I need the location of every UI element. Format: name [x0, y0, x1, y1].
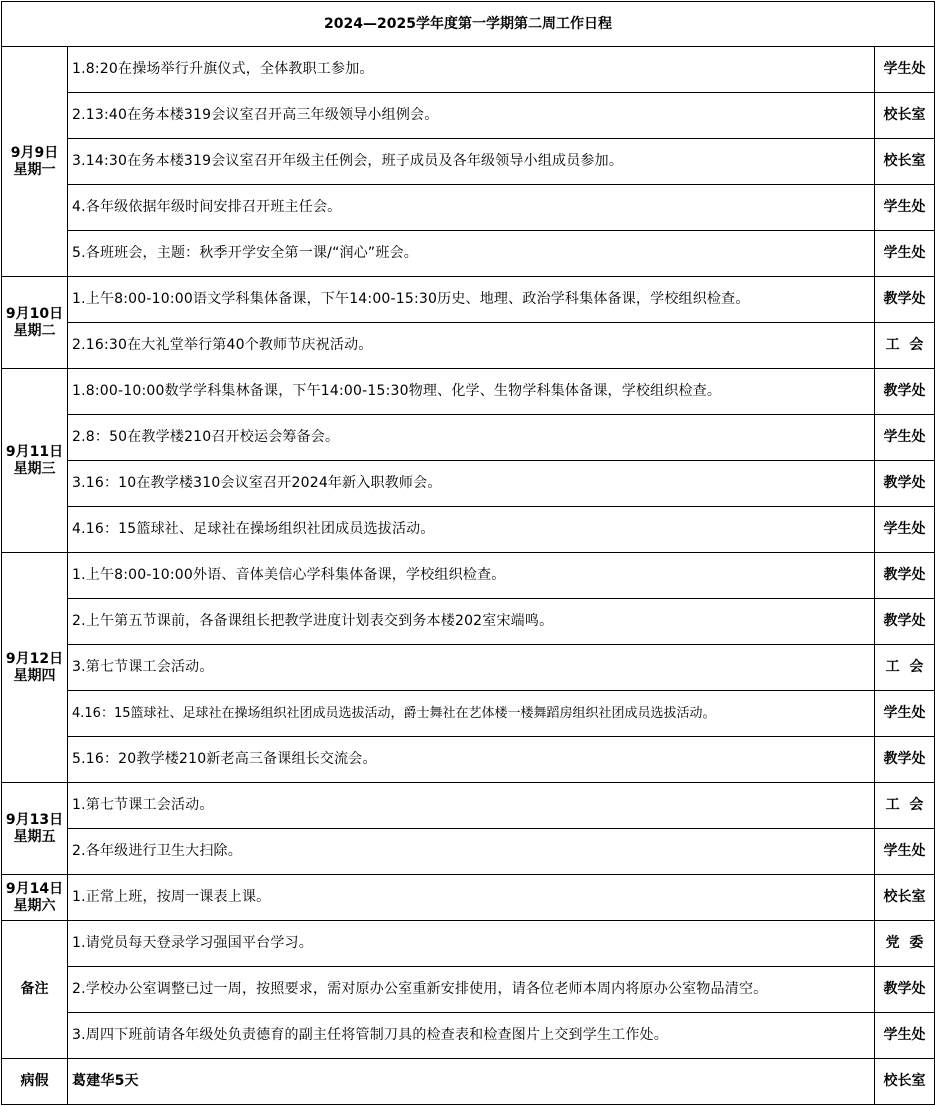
department-cell: 工 会	[875, 783, 935, 829]
table-row	[2, 691, 935, 737]
department-cell: 学生处	[875, 185, 935, 231]
schedule-title: 2024—2025学年度第一学期第二周工作日程	[2, 2, 935, 47]
day-date: 9月13日	[5, 811, 64, 828]
department-cell: 教学处	[875, 461, 935, 507]
table-row	[2, 231, 935, 277]
department-cell: 教学处	[875, 599, 935, 645]
day-cell-friday	[2, 783, 68, 875]
day-weekday: 星期三	[13, 460, 56, 477]
schedule-item: 1.8:00-10:00数学学科集林备课，下午14:00-15:30物理、化学、生物学科集体备课，学校组织检查。	[68, 369, 875, 415]
department-cell: 工 会	[875, 323, 935, 369]
table-row	[2, 415, 935, 461]
note-item: 2.学校办公室调整已过一周，按照要求，需对原办公室重新安排使用，请各位老师本周内将原办公室物品清空。	[68, 967, 875, 1013]
day-cell-saturday	[2, 875, 68, 921]
department-cell: 党 委	[875, 921, 935, 967]
table-row	[2, 323, 935, 369]
table-row	[2, 1013, 935, 1059]
table-row	[2, 553, 935, 599]
schedule-item: 2.上午第五节课前，各备课组长把教学进度计划表交到务本楼202室宋端鸣。	[68, 599, 875, 645]
schedule-item: 3.第七节课工会活动。	[68, 645, 875, 691]
table-row	[2, 875, 935, 921]
schedule-item: 1.上午8:00-10:00外语、音体美信心学科集体备课，学校组织检查。	[68, 553, 875, 599]
day-weekday: 星期二	[13, 322, 56, 339]
schedule-item: 3.16：10在教学楼310会议室召开2024年新入职教师会。	[68, 461, 875, 507]
table-row	[2, 737, 935, 783]
schedule-item: 1.上午8:00-10:00语文学科集体备课，下午14:00-15:30历史、地理、政治学科集体备课，学校组织检查。	[68, 277, 875, 323]
table-row	[2, 369, 935, 415]
department-cell: 教学处	[875, 369, 935, 415]
department-cell: 学生处	[875, 231, 935, 277]
table-row	[2, 921, 935, 967]
day-date: 9月10日	[5, 305, 64, 322]
notes-label: 备注	[2, 921, 68, 1059]
sick-leave-item: 葛建华5天	[68, 1059, 875, 1105]
department-cell: 校长室	[875, 139, 935, 185]
schedule-item: 5.各班班会，主题：秋季开学安全第一课/“润心”班会。	[68, 231, 875, 277]
department-cell: 学生处	[875, 829, 935, 875]
table-row	[2, 967, 935, 1013]
department-cell: 学生处	[875, 691, 935, 737]
schedule-item: 5.16：20教学楼210新老高三备课组长交流会。	[68, 737, 875, 783]
department-cell: 教学处	[875, 967, 935, 1013]
schedule-item: 4.16：15篮球社、足球社在操场组织社团成员选拔活动。	[68, 507, 875, 553]
table-row	[2, 139, 935, 185]
table-row	[2, 829, 935, 875]
day-weekday: 星期六	[13, 897, 56, 914]
table-row	[2, 507, 935, 553]
sick-leave-label: 病假	[2, 1059, 68, 1105]
department-cell: 教学处	[875, 737, 935, 783]
table-row	[2, 783, 935, 829]
table-row	[2, 277, 935, 323]
schedule-item: 2.13:40在务本楼319会议室召开高三年级领导小组例会。	[68, 93, 875, 139]
table-row	[2, 599, 935, 645]
work-schedule-table	[1, 1, 935, 1105]
title-row	[2, 2, 935, 47]
department-cell: 校长室	[875, 875, 935, 921]
day-date: 9月12日	[5, 650, 64, 667]
schedule-item: 2.16:30在大礼堂举行第40个教师节庆祝活动。	[68, 323, 875, 369]
schedule-item: 2.各年级进行卫生大扫除。	[68, 829, 875, 875]
department-cell: 工 会	[875, 645, 935, 691]
department-cell: 学生处	[875, 1013, 935, 1059]
department-cell: 学生处	[875, 47, 935, 93]
schedule-item: 1.正常上班，按周一课表上课。	[68, 875, 875, 921]
table-row	[2, 93, 935, 139]
day-weekday: 星期一	[13, 161, 56, 178]
day-weekday: 星期五	[13, 828, 56, 845]
schedule-item: 1.第七节课工会活动。	[68, 783, 875, 829]
day-date: 9月14日	[5, 880, 64, 897]
department-cell: 校长室	[875, 1059, 935, 1105]
day-cell-monday	[2, 47, 68, 277]
table-row	[2, 1059, 935, 1105]
table-row	[2, 461, 935, 507]
day-date: 9月11日	[5, 443, 64, 460]
table-row	[2, 645, 935, 691]
schedule-item: 1.8:20在操场举行升旗仪式，全体教职工参加。	[68, 47, 875, 93]
day-cell-wednesday	[2, 369, 68, 553]
note-item: 3.周四下班前请各年级处负责德育的副主任将管制刀具的检查表和检查图片上交到学生工作处。	[68, 1013, 875, 1059]
schedule-item: 4.16：15篮球社、足球社在操场组织社团成员选拔活动，爵士舞社在艺体楼一楼舞蹈房组织社团成员选拔活动。	[68, 691, 875, 737]
note-item: 1.请党员每天登录学习强国平台学习。	[68, 921, 875, 967]
department-cell: 教学处	[875, 553, 935, 599]
day-cell-thursday	[2, 553, 68, 783]
day-weekday: 星期四	[13, 667, 56, 684]
table-row	[2, 47, 935, 93]
department-cell: 学生处	[875, 507, 935, 553]
table-row	[2, 185, 935, 231]
schedule-item: 4.各年级依据年级时间安排召开班主任会。	[68, 185, 875, 231]
schedule-item: 2.8：50在教学楼210召开校运会筹备会。	[68, 415, 875, 461]
department-cell: 教学处	[875, 277, 935, 323]
department-cell: 校长室	[875, 93, 935, 139]
schedule-item: 3.14:30在务本楼319会议室召开年级主任例会，班子成员及各年级领导小组成员参加。	[68, 139, 875, 185]
department-cell: 学生处	[875, 415, 935, 461]
day-cell-tuesday	[2, 277, 68, 369]
day-date: 9月9日	[10, 144, 59, 161]
